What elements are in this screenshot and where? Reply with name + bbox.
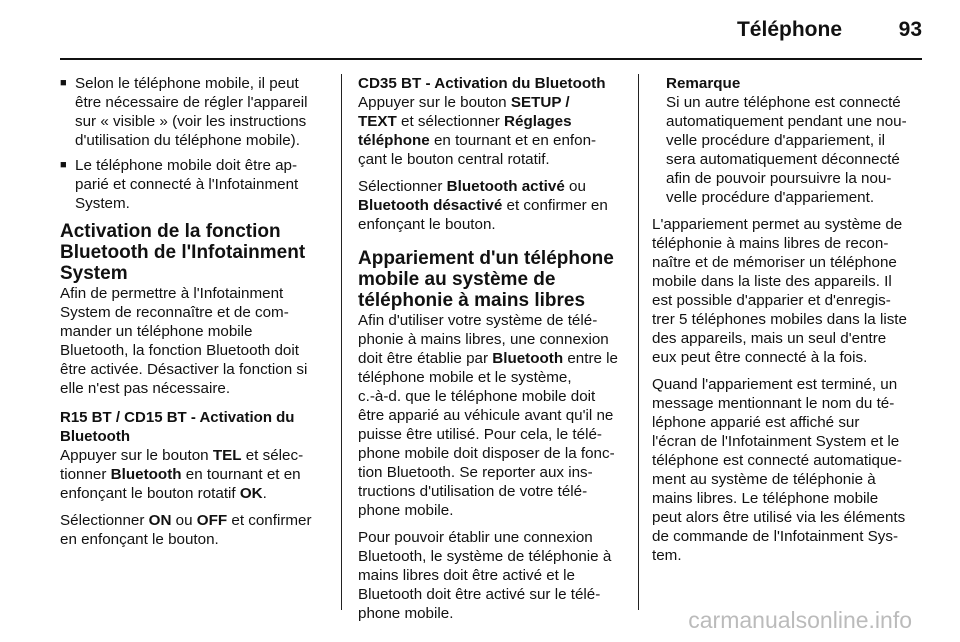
paragraph: Appuyer sur le bouton SETUP / TEXT et sélectionner Réglages téléphone en tournant et en enfon- çant le bouton central rotatif. xyxy=(358,94,597,168)
bullet-square-icon: ■ xyxy=(60,77,67,89)
paragraph: Sélectionner ON ou OFF et confirmer en enfonçant le bouton. xyxy=(60,512,312,548)
paragraph: Afin d'utiliser votre système de télé- phonie à mains libres, une connexion doit être établie par Bluetooth entre le téléphone mobile et le système, c.-à-d. que le téléphone mobile doit être apparié au véhicule avant qu'il ne puisse être utilisé. Pour cela, le télé- phone mobile doit disposer de la fonc- tion Bluetooth. Se reporter aux ins- tructions d'utilisation de votre télé- phone mobile. xyxy=(358,312,618,519)
note-title: Remarque xyxy=(666,75,741,92)
note-box: Remarque Si un autre téléphone est connecté automatiquement pendant une nou- velle procédure d'appariement, il sera automatiquement déconnecté afin de pouvoir poursuivre la nou- velle procédure d'appariement. xyxy=(652,74,922,207)
page-title: Téléphone xyxy=(736,18,842,41)
subsection-heading: R15 BT / CD15 BT - Activation du Bluetooth xyxy=(60,409,295,445)
paragraph: Appuyer sur le bouton TEL et sélec- tionner Bluetooth en tournant et en enfonçant le bouton rotatif OK. xyxy=(60,447,304,502)
paragraph: Afin de permettre à l'Infotainment System de reconnaître et de com- mander un téléphone mobile Bluetooth, la fonction Bluetooth doit être activée. Désactiver la fonction si elle n'est pas nécessaire. xyxy=(60,285,308,397)
page-header xyxy=(0,0,960,60)
column-divider xyxy=(638,74,639,610)
column-2 xyxy=(358,74,628,623)
column-divider xyxy=(341,74,342,610)
paragraph: Sélectionner Bluetooth activé ou Bluetooth désactivé et confirmer en enfonçant le bouton. xyxy=(358,178,608,233)
list-item: ■ Selon le téléphone mobile, il peut être nécessaire de régler l'appareil sur « visible » (voir les instructions d'utilisation du téléphone mobile). xyxy=(60,75,308,149)
header-rule xyxy=(60,58,922,60)
column-1 xyxy=(60,74,326,549)
paragraph: Quand l'appariement est terminé, un message mentionnant le nom du té- léphone apparié est affiché sur l'écran de l'Infotainment System et le téléphone est connecté automatique- ment au système de téléphonie à mains libres. Le téléphone mobile peut alors être utilisé via les éléments de commande de l'Infotainment Sys- tem. xyxy=(652,376,906,564)
list-item: ■ Le téléphone mobile doit être ap- parié et connecté à l'Infotainment System. xyxy=(60,157,299,212)
subsection-heading: CD35 BT - Activation du Bluetooth xyxy=(358,75,606,92)
paragraph: L'appariement permet au système de téléphonie à mains libres de recon- naître et de mémoriser un téléphone mobile dans la liste des appareils. Il est possible d'apparier et d'enregis- trer 5 téléphones mobiles dans la liste des appareils, mais un seul d'entre eux peut être connecté à la fois. xyxy=(652,216,907,366)
watermark: carmanualsonline.info xyxy=(688,607,912,633)
section-heading: Activation de la fonction Bluetooth de l'Infotainment System xyxy=(60,221,306,284)
column-3 xyxy=(652,74,922,565)
page-number: 93 xyxy=(898,18,922,41)
bullet-square-icon: ■ xyxy=(60,159,67,171)
paragraph: Pour pouvoir établir une connexion Bluetooth, le système de téléphonie à mains libres doit être activé et le Bluetooth doit être activé sur le télé- phone mobile. xyxy=(358,529,612,622)
section-heading: Appariement d'un téléphone mobile au système de téléphonie à mains libres xyxy=(358,248,614,311)
